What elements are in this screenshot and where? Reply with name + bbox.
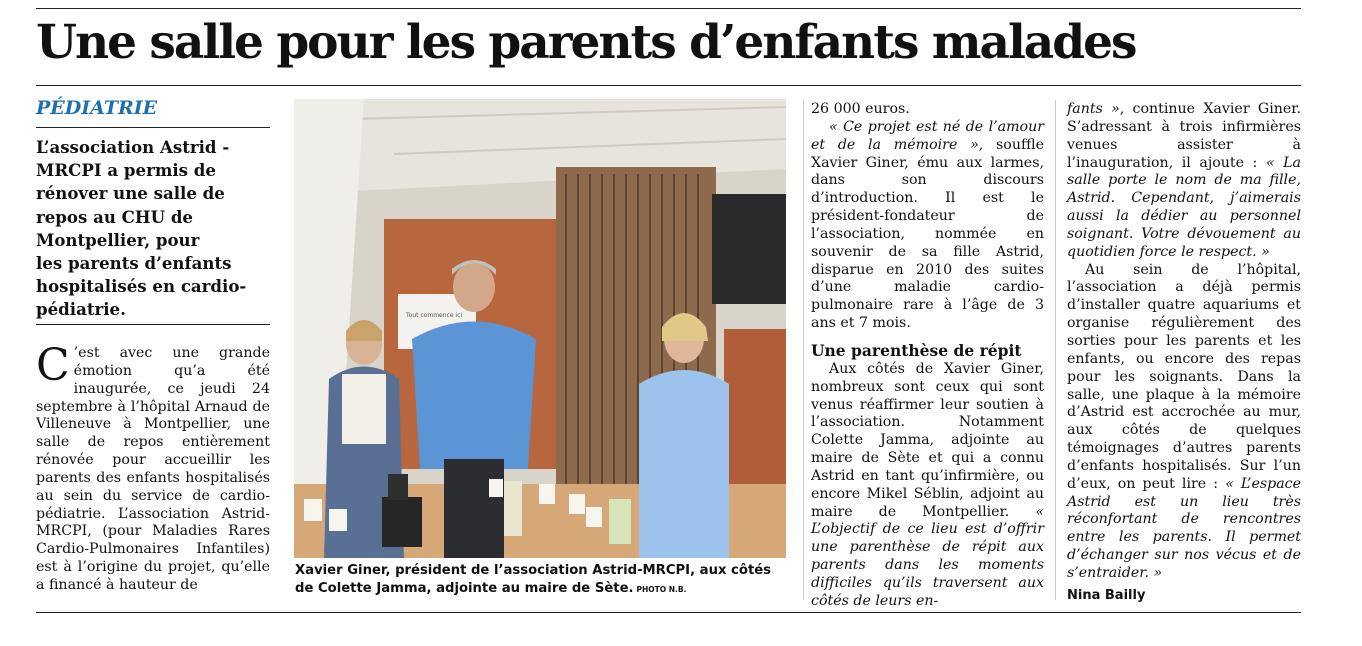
standfirst-line: Montpellier, pour: [36, 229, 200, 250]
author-byline: Nina Bailly: [1067, 587, 1146, 603]
quote: « L’espace Astrid est un lieu très réconfortant de rencontres entre les parents. Il permet d’échanger sur nos vécus et de s’entraider. »: [1067, 475, 1301, 581]
column-rule-3: [803, 100, 804, 600]
standfirst-line: hospitalisés en cardio-: [36, 276, 247, 297]
rubric-rule: [36, 127, 270, 128]
body-paragraph: ’est avec une grande émotion qu’a été inaugurée, ce jeudi 24 septembre à l’hôpital Arnaud de Villeneuve à Montpellier, une salle de repos entièrement rénovée pour accueillir les parents des enfants hospitalisés au sein du service de cardio-pédiatrie. L’association Astrid-MRCPI, (pour Maladies Rares Cardio-Pulmonaires Infantiles) est à l’origine du projet, qu’elle a financé à hauteur de: [36, 345, 270, 593]
body-paragraph: 26 000 euros.: [811, 101, 910, 117]
quote: fants »: [1067, 101, 1120, 117]
standfirst: [36, 136, 266, 322]
standfirst-rule: [36, 324, 270, 325]
column-4: [1067, 101, 1301, 605]
photo-caption: [295, 562, 785, 599]
bottom-rule: [36, 612, 1301, 613]
standfirst-line: L’association Astrid -: [36, 137, 230, 157]
column-rule-4: [1055, 100, 1056, 600]
headline-rule: [36, 85, 1301, 86]
quote: « La salle porte le nom de ma fille, Astrid. Cependant, j’aimerais aussi la dédier au personnel soignant. Votre dévouement au quotidien force le respect. »: [1067, 154, 1301, 260]
body-text: Au sein de l’hôpital, l’association a déjà permis d’installer quatre aquariums et organise régulièrement des sorties pour les parents et les enfants, ou encore des repas pour les soignants. Dans la salle, une plaque à la mémoire d’Astrid est accrochée au mur, aux côtés de quelques témoignages d’autres parents d’enfants hospitalisés. Sur l’un d’eux, on peut lire :: [1067, 261, 1301, 492]
body-text: , souffle Xavier Giner, ému aux larmes, dans son discours d’introduction. Il est le président-fondateur de l’association, nommée en souvenir de sa fille Astrid, disparue en 2010 des suites d’une maladie cardio-pulmonaire rare à l’âge de 3 ans et 7 mois.: [811, 136, 1044, 332]
standfirst-line: repos au CHU de: [36, 206, 193, 227]
quote: « L’objectif de ce lieu est d’offrir une parenthèse de répit aux parents dans les moments difficiles qu’ils traversent aux côtés de leurs en-: [811, 503, 1044, 609]
standfirst-line: pédiatrie.: [36, 299, 126, 320]
body-text: , continue Xavier Giner. S’adressant à trois infirmières venues assister à l’inauguration, il ajoute :: [1067, 101, 1301, 171]
dropcap: C: [36, 340, 70, 391]
standfirst-line: rénover une salle de: [36, 183, 225, 204]
rubric: PÉDIATRIE: [36, 97, 158, 119]
quote: « Ce projet est né de l’amour et de la mémoire »: [811, 118, 1044, 153]
headline: Une salle pour les parents d’enfants malades: [36, 15, 1136, 70]
column-1: [36, 340, 270, 595]
standfirst-line: MRCPI a permis de: [36, 160, 216, 181]
poster-text: Tout commence ici: [406, 312, 463, 319]
article-photo: [294, 99, 786, 558]
column-3: [811, 101, 1044, 611]
caption-text: Xavier Giner, président de l’association Astrid-MRCPI, aux côtés de Colette Jamma, adjointe au maire de Sète.: [295, 563, 772, 596]
photo-credit: PHOTO N.B.: [636, 585, 687, 594]
body-text: Aux côtés de Xavier Giner, nombreux sont ceux qui sont venus réaffirmer leur soutien à l’association. Notamment Colette Jamma, adjointe au maire de Sète et qui a connu Astrid en tant qu’infirmière, ou encore Mikel Séblin, adjoint au maire de Montpellier.: [811, 360, 1044, 520]
standfirst-line: les parents d’enfants: [36, 253, 232, 274]
top-rule: [36, 8, 1301, 9]
subheading: Une parenthèse de répit: [811, 340, 1022, 360]
